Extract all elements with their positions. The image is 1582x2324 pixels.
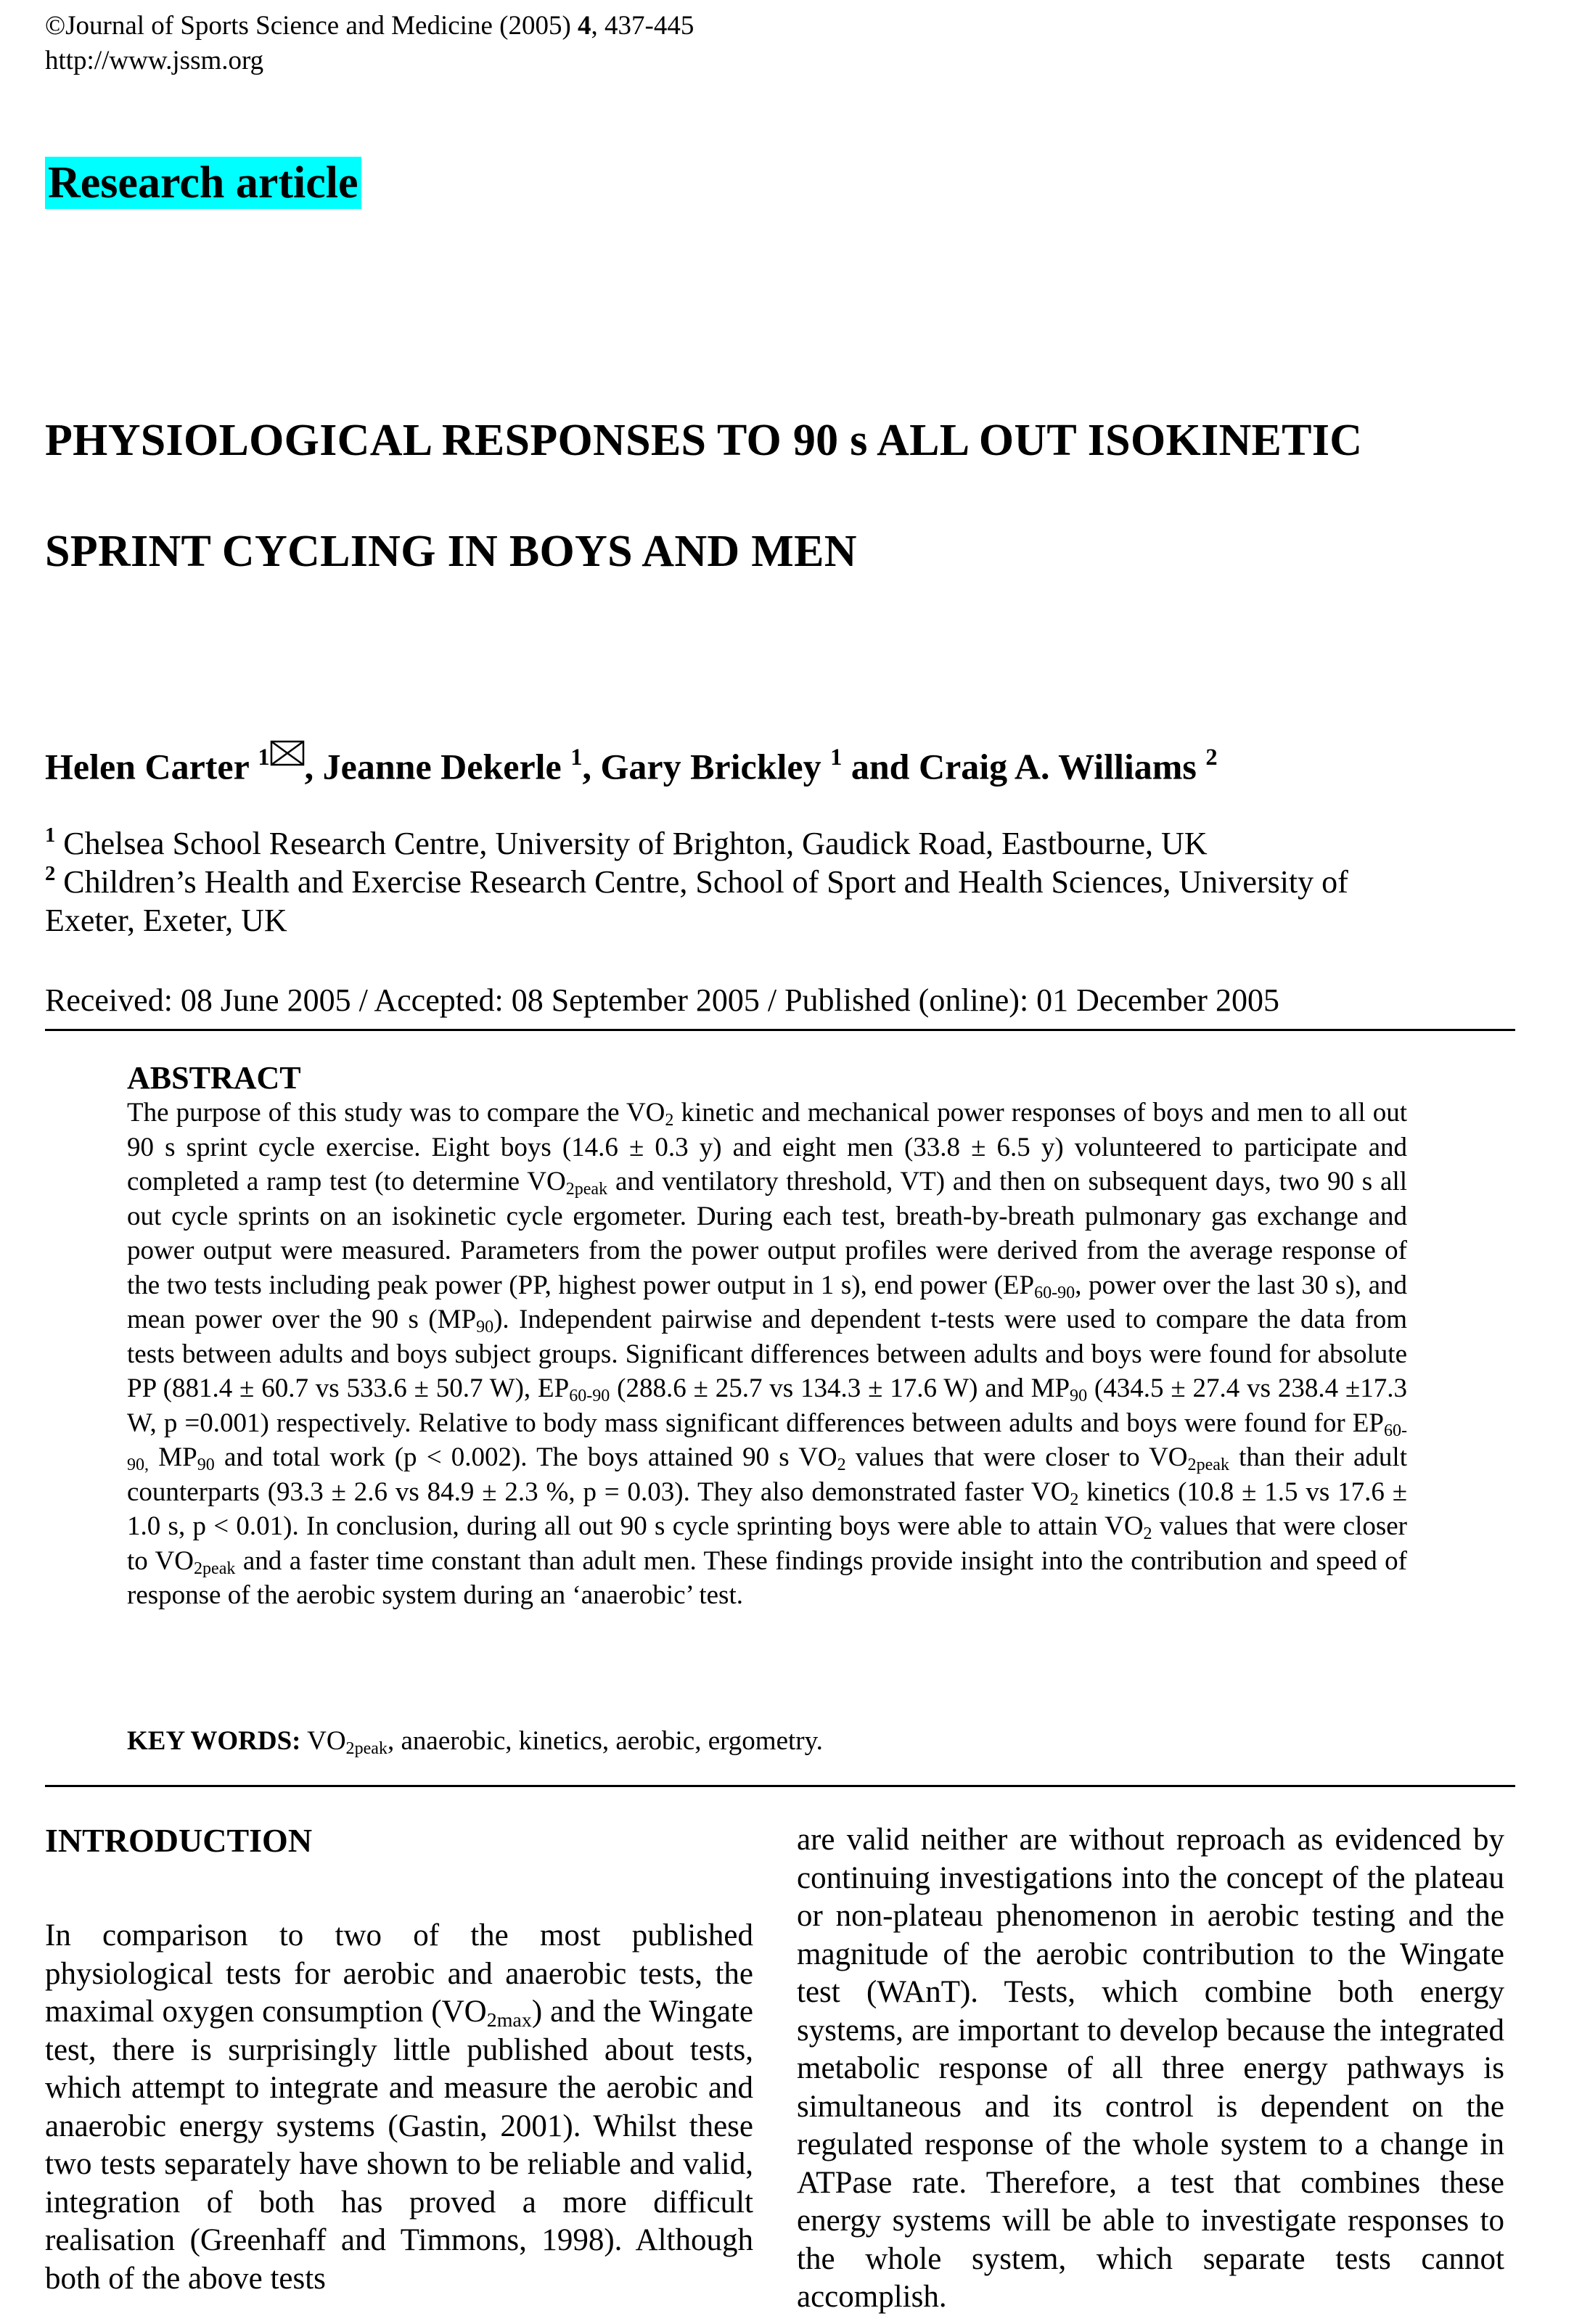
introduction-right-column: are valid neither are without reproach as evidenced by continuing investigations into the concept of the plateau or non-plateau phenomenon in aerobic testing and the magnitude of the aerobic contribution to the Wingate test (WAnT). Tests, which combine both energy systems, are important to develop because the integrated metabolic response of all three energy pathways is simultaneous and its control is dependent on the regulated response of the whole system to a change in ATPase rate. Therefore, a test that combines these energy systems will be able to investigate responses to the whole system, which separate tests cannot accomplish. xyxy=(797,1823,1504,2314)
author-name: and Craig A. Williams xyxy=(842,746,1206,787)
journal-citation: ©Journal of Sports Science and Medicine (2005) 4, 437-445 xyxy=(45,11,694,41)
introduction-left-column: In comparison to two of the most published physiological tests for aerobic and anaerobic tests, the maximal oxygen consumption $(VO_{2max})$ and the Wingate test, there is surprisingly little published about tests, which attempt to integrate and measure the aerobic and anaerobic energy systems (Gastin, 2001). Whilst these two tests separately have shown to be reliable and valid, integration of both has proved a more difficult realisation (Greenhaff and Timmons, 1998). Although both of the above tests xyxy=(45,1918,753,2296)
author-list: Helen Carter $^1$ , Jeanne Dekerle $^1$, Gary Brickley $^1$ and Craig A. Williams $^2$ xyxy=(45,733,1218,788)
email-icon[interactable] xyxy=(270,733,305,775)
divider xyxy=(45,1029,1515,1031)
author-name: , Jeanne Dekerle xyxy=(304,746,571,787)
journal-url[interactable]: http://www.jssm.org xyxy=(45,46,264,75)
article-title-line-2: SPRINT CYCLING IN BOYS AND MEN xyxy=(45,527,857,576)
author-name: , Gary Brickley xyxy=(582,746,831,787)
affiliation-2: $^2$ Children’s Health and Exercise Research Centre, School of Sport and Health Sciences, University of Exeter, Exeter, UK xyxy=(45,862,1348,938)
article-title-line-1: PHYSIOLOGICAL RESPONSES TO 90 s ALL OUT ISOKINETIC xyxy=(45,416,1363,465)
abstract-body: The purpose of this study was to compare the $VO_2$ kinetic and mechanical power responses of boys and men to all out 90 s sprint cycle exercise. Eight boys (14.6 ± 0.3 y) and eight men (33.8 ± 6.5 y) volunteered to participate and completed a ramp test (to determine $VO_{2peak}$ and ventilatory threshold, VT) and then on subsequent days, two 90 s all out cycle sprints on an isokinetic cycle ergometer. During each test, breath-by-breath pulmonary gas exchange and power output were measured. Parameters from the power output profiles were derived from the average response of the two tests including peak power (PP, highest power output in 1 s), end power ($EP_{60-90}$, power over the last 30 s), and mean power over the 90 s $(MP_{90})$. Independent pairwise and dependent t-tests were used to compare the data from tests between adults and boys subject groups. Significant differences between adults and boys were found for absolute PP (881.4 ± 60.7 vs 533.6 ± 50.7 W), $EP_{60-90}$ (288.6 ± 25.7 vs 134.3 ± 17.6 W) and $MP_{90}$ (434.5 ± 27.4 vs 238.4 ±17.3 W, p =0.001) respectively. Relative to body mass significant differences between adults and boys were found for $EP_{60-90,}$ $MP_{90}$ and total work (p < 0.002). The boys attained 90 s $VO_2$ values that were closer to $VO_{2peak}$ than their adult counterparts (93.3 ± 2.6 vs 84.9 ± 2.3 %, p = 0.03). They also demonstrated faster $VO_2$ kinetics (10.8 ± 1.5 vs 17.6 ± 1.0 s, p < 0.01). In conclusion, during all out 90 s cycle sprinting boys were able to attain $VO_2$ values that were closer to $VO_{2peak}$ and a faster time constant than adult men. These findings provide insight into the contribution and speed of response of the aerobic system during an ‘anaerobic’ test. xyxy=(127,1098,1408,1610)
article-type-badge: Research article xyxy=(45,154,361,212)
section-heading-introduction: INTRODUCTION xyxy=(45,1822,313,1859)
abstract-heading: ABSTRACT xyxy=(127,1060,301,1096)
keywords: KEY WORDS: $VO_{2peak}$, anaerobic, kinetics, aerobic, ergometry. xyxy=(127,1726,823,1758)
publication-dates: Received: 08 June 2005 / Accepted: 08 September 2005 / Published (online): 01 December 2005 xyxy=(45,982,1279,1018)
affiliation-1: $^1$ Chelsea School Research Centre, University of Brighton, Gaudick Road, Eastbourne, UK xyxy=(45,824,1208,861)
divider xyxy=(45,1785,1515,1787)
author-name: Helen Carter xyxy=(45,746,258,787)
